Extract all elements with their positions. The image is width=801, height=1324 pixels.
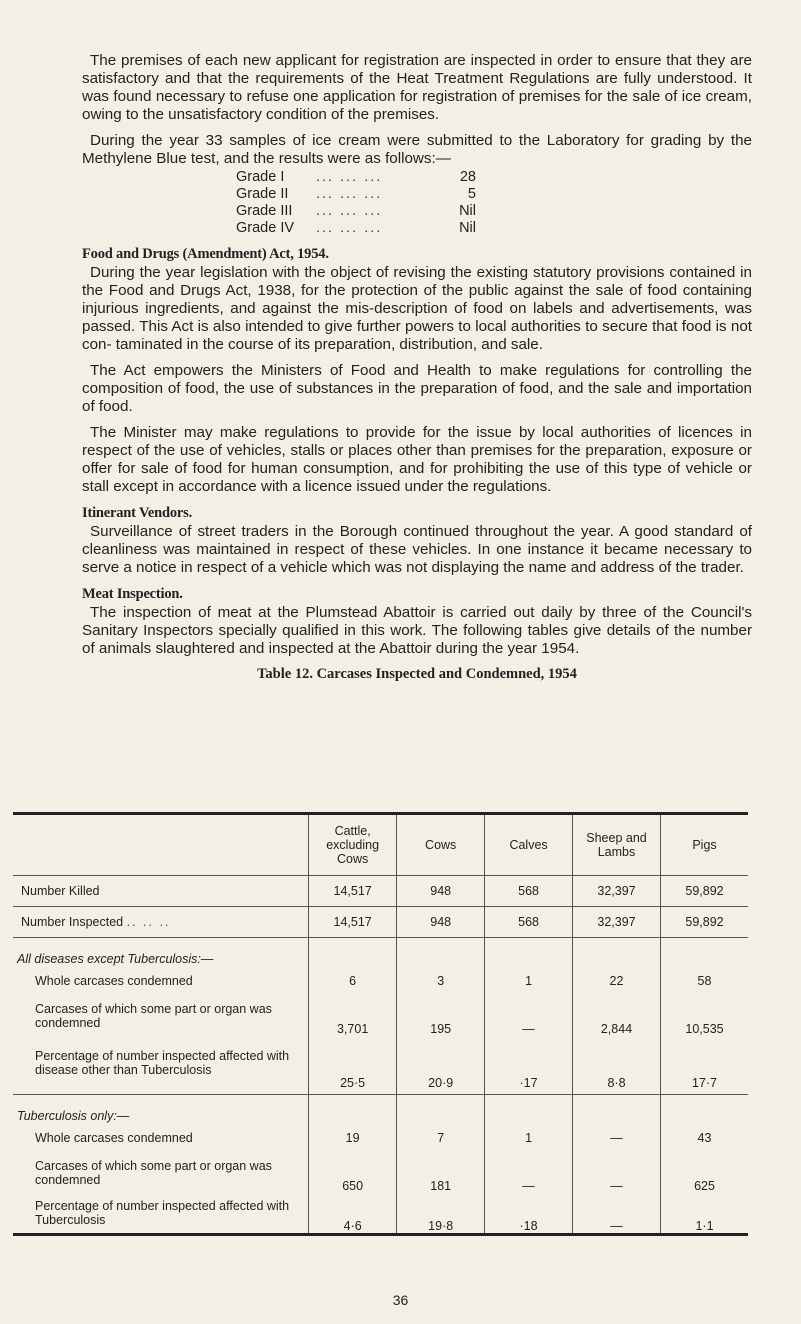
header-cows: Cows [397, 814, 485, 876]
grade-row: Grade I ... ... ... 28 [236, 169, 476, 185]
grades-list [236, 169, 752, 237]
section-title: Tuberculosis only:— [13, 1095, 308, 1124]
paragraph-registration: The premises of each new applicant for registration are inspected in order to ensure that they are satisfactory and that the requirements of the Heat Treatment Regulations are fully understood. It was found necessary to refuse one application for registration of premises for the sale of ice cream, owing to the unsatisfactory condition of the premises. [82, 52, 752, 123]
table-header-row [13, 814, 748, 876]
section-title-row [13, 1095, 748, 1124]
heading-itinerant-vendors: Itinerant Vendors. [82, 505, 192, 521]
paragraph-ice-cream-samples: During the year 33 samples of ice cream were submitted to the Laboratory for grading by the Methylene Blue test, and the results were as follows:— [82, 132, 752, 167]
paragraph-minister: The Minister may make regulations to provide for the issue by local authorities of licences in respect of the use of vehicles, stalls or places other than premises for the preparation, exposure or offer for sale of food for human consumption, and for prohibiting the use of this type of vehicle or stall except in accordance with a licence issued under the regulations. [82, 424, 752, 495]
table-row: Whole carcases condemned 19 7 1 — 43 [13, 1123, 748, 1153]
page-number: 36 [392, 1292, 409, 1308]
table-row: Percentage of number inspected affected with Tuberculosis 4·6 19·8 ·18 — 1·1 [13, 1193, 748, 1235]
heading-food-drugs: Food and Drugs (Amendment) Act, 1954. [82, 246, 329, 262]
header-cattle: Cattle, excluding Cows [308, 814, 396, 876]
header-sheep: Sheep and Lambs [573, 814, 661, 876]
header-pigs: Pigs [660, 814, 748, 876]
paragraph-legislation: During the year legislation with the object of revising the existing statutory provisions contained in the Food and Drugs Act, 1938, for the protection of the public against the sale of food containing injurious ingredients, and against the mis-description of food on labels and advertisements, was passed. This Act is also intended to give further powers to local authorities to secure that food is not con- taminated in the course of its preparation, distribution, and sale. [82, 264, 752, 353]
grade-row: Grade III ... ... ... Nil [236, 203, 476, 219]
body-text [82, 52, 752, 687]
table-row: Carcases of which some part or organ was condemned 650 181 — — 625 [13, 1153, 748, 1193]
heading-meat-inspection: Meat Inspection. [82, 586, 183, 602]
table-row: Number Killed 14,517 948 568 32,397 59,892 [13, 876, 748, 907]
paragraph-surveillance: Surveillance of street traders in the Borough continued throughout the year. A good standard of cleanliness was maintained in respect of these vehicles. In one instance it became necessary to serve a notice in respect of a vehicle which was not displaying the name and address of the trader. [82, 523, 752, 576]
table-row: Number Inspected .. .. .. 14,517 948 568 32,397 59,892 [13, 907, 748, 938]
paragraph-act-empowers: The Act empowers the Ministers of Food and Health to make regulations for controlling the composition of food, the use of substances in the preparation of food, and the sale and importation of food. [82, 362, 752, 415]
table-row: Percentage of number inspected affected with disease other than Tuberculosis 25·5 20·9 ·17 8·8 17·7 [13, 1036, 748, 1095]
carcases-table [13, 812, 748, 1236]
header-calves: Calves [485, 814, 573, 876]
paragraph-meat-inspection: The inspection of meat at the Plumstead Abattoir is carried out daily by three of the Council's Sanitary Inspectors specially qualified in this work. The following tables give details of the number of animals slaughtered and inspected at the Abattoir during the year 1954. [82, 604, 752, 657]
grade-row: Grade II ... ... ... 5 [236, 186, 476, 202]
section-title: All diseases except Tuberculosis:— [13, 938, 308, 967]
section-title-row [13, 938, 748, 967]
table-row: Carcases of which some part or organ was condemned 3,701 195 — 2,844 10,535 [13, 996, 748, 1036]
header-blank [13, 814, 308, 876]
grade-row: Grade IV ... ... ... Nil [236, 220, 476, 236]
table-title: Table 12. Carcases Inspected and Condemned, 1954 [257, 666, 577, 682]
table-row: Whole carcases condemned 6 3 1 22 58 [13, 966, 748, 996]
